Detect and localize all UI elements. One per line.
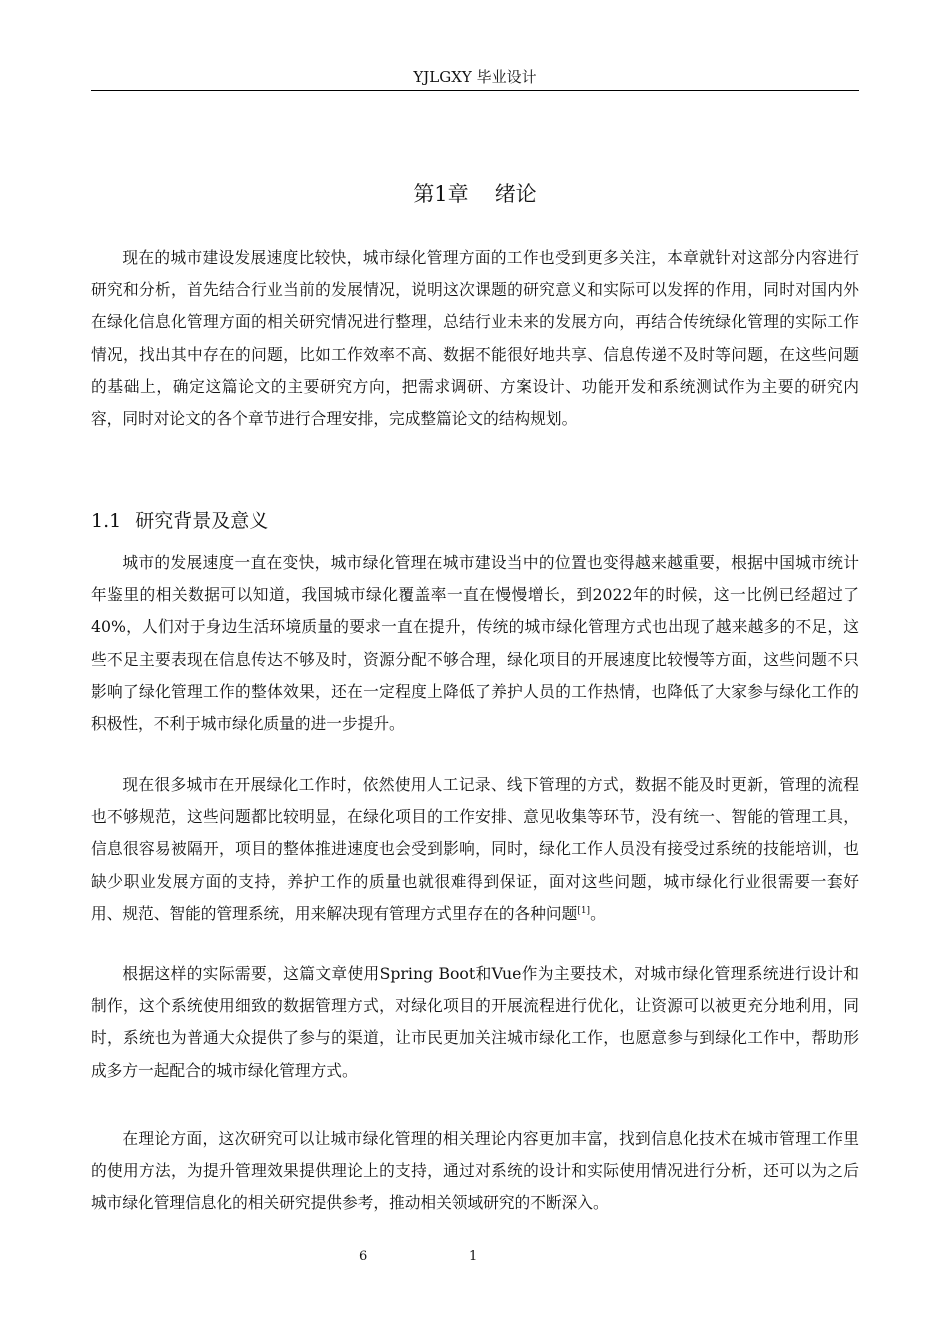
section-number: 1.1 [91, 510, 122, 532]
header-rule [91, 90, 859, 91]
chapter-name: 绪论 [494, 182, 537, 206]
paragraph-end: 。 [590, 903, 606, 923]
footer-page-number-right: 1 [469, 1249, 478, 1264]
chapter-number: 第1章 [413, 182, 469, 206]
paragraph-text: 现在很多城市在开展绿化工作时，依然使用人工记录、线下管理的方式，数据不能及时更新，管理的流程也不够规范，这些问题都比较明显，在绿化项目的工作安排、意见收集等环节，没有统一、智能的管理工具，信息很容易被隔开，项目的整体推进速度也会受到影响，同时，绿化工作人员没有接受过系统的技能培训，也缺少职业发展方面的支持，养护工作的质量也就很难得到保证，面对这些问题，城市绿化行业很需要一套好用、规范、智能的管理系统，用来解决现有管理方式里存在的各种问题 [91, 775, 859, 923]
section-title [91, 506, 859, 536]
footer-page-number-left: 6 [359, 1249, 368, 1264]
intro-paragraph: 现在的城市建设发展速度比较快，城市绿化管理方面的工作也受到更多关注，本章就针对这部分内容进行研究和分析，首先结合行业当前的发展情况，说明这次课题的研究意义和实际可以发挥的作用，同时对国内外在绿化信息化管理方面的相关研究情况进行整理，总结行业未来的发展方向，再结合传统绿化管理的实际工作情况，找出其中存在的问题，比如工作效率不高、数据不能很好地共享、信息传递不及时等问题，在这些问题的基础上，确定这篇论文的主要研究方向，把需求调研、方案设计、功能开发和系统测试作为主要的研究内容，同时对论文的各个章节进行合理安排，完成整篇论文的结构规划。 [91, 248, 859, 429]
running-header: YJLGXY 毕业设计 [413, 68, 537, 86]
chapter-title [91, 178, 859, 210]
body-paragraph [91, 769, 859, 930]
section-name: 研究背景及意义 [135, 510, 269, 532]
body-paragraph: 城市的发展速度一直在变快，城市绿化管理在城市建设当中的位置也变得越来越重要，根据中国城市统计年鉴里的相关数据可以知道，我国城市绿化覆盖率一直在慢慢增长，到2022年的时候，这一比例已经超过了40%，人们对于身边生活环境质量的要求一直在提升，传统的城市绿化管理方式也出现了越来越多的不足，这些不足主要表现在信息传达不够及时，资源分配不够合理，绿化项目的开展速度比较慢等方面，这些问题不只影响了绿化管理工作的整体效果，还在一定程度上降低了养护人员的工作热情，也降低了大家参与绿化工作的积极性，不利于城市绿化质量的进一步提升。 [91, 553, 859, 734]
citation-mark: [1] [577, 905, 591, 916]
body-paragraph: 在理论方面，这次研究可以让城市绿化管理的相关理论内容更加丰富，找到信息化技术在城市管理工作里的使用方法，为提升管理效果提供理论上的支持，通过对系统的设计和实际使用情况进行分析，还可以为之后城市绿化管理信息化的相关研究提供参考，推动相关领域研究的不断深入。 [91, 1129, 859, 1213]
body-paragraph: 根据这样的实际需要，这篇文章使用Spring Boot和Vue作为主要技术，对城市绿化管理系统进行设计和制作，这个系统使用细致的数据管理方式，对绿化项目的开展流程进行优化，让资源可以被更充分地利用，同时，系统也为普通大众提供了参与的渠道，让市民更加关注城市绿化工作，也愿意参与到绿化工作中，帮助形成多方一起配合的城市绿化管理方式。 [91, 964, 859, 1080]
